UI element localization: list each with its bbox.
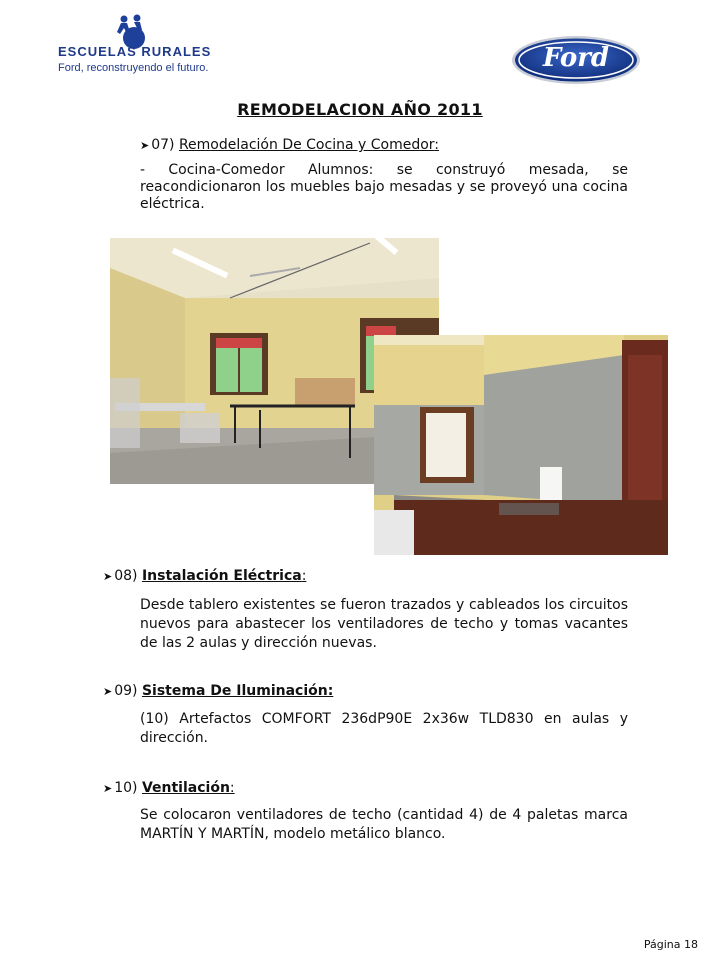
section-colon: :: [229, 780, 235, 796]
page-title: REMODELACION AÑO 2011: [237, 100, 483, 119]
section-07-body: - Cocina-Comedor Alumnos: se construyó mesada, se reacondicionaron los muebles bajo mesadas y se proveyó una cocina eléctrica.: [140, 162, 628, 212]
arrow-bullet-icon: ➤: [140, 139, 150, 152]
section-10-body: Se colocaron ventiladores de techo (cantidad 4) de 4 paletas marca MARTÍN Y MARTÍN, modelo metálico blanco.: [140, 807, 628, 842]
page-number: Página 18: [643, 938, 698, 951]
section-title: Ventilación: [141, 780, 230, 796]
section-number: 09): [114, 683, 138, 699]
escuelas-rurales-logo: [58, 14, 238, 86]
arrow-bullet-icon: ➤: [103, 570, 113, 583]
section-07-heading: [140, 137, 439, 153]
section-09-heading: [103, 683, 333, 699]
section-10-heading: [103, 780, 235, 796]
kitchen-photo: [374, 335, 668, 555]
section-title: Remodelación De Cocina y Comedor: [178, 137, 435, 153]
arrow-bullet-icon: ➤: [103, 782, 113, 795]
section-number: 10): [114, 780, 138, 796]
logo-tagline: Ford, reconstruyendo el futuro.: [58, 62, 209, 74]
section-title: Sistema De Iluminación:: [141, 683, 334, 699]
section-title: Instalación Eléctrica: [141, 568, 302, 584]
ford-wordmark: Ford: [542, 43, 610, 73]
section-number: 07): [151, 137, 175, 153]
section-colon: :: [434, 137, 439, 153]
ford-logo: [510, 34, 642, 86]
section-number: 08): [114, 568, 138, 584]
logo-name: ESCUELAS RURALES: [58, 44, 212, 59]
section-09-body: (10) Artefactos COMFORT 236dP90E 2x36w TLD830 en aulas y dirección.: [140, 711, 628, 746]
section-08-heading: [103, 568, 306, 584]
section-08-body: Desde tablero existentes se fueron trazados y cableados los circuitos nuevos para abastecer los ventiladores de techo y tomas vacantes de las 2 aulas y dirección nuevas.: [140, 597, 628, 651]
arrow-bullet-icon: ➤: [103, 685, 113, 698]
section-colon: :: [301, 568, 307, 584]
